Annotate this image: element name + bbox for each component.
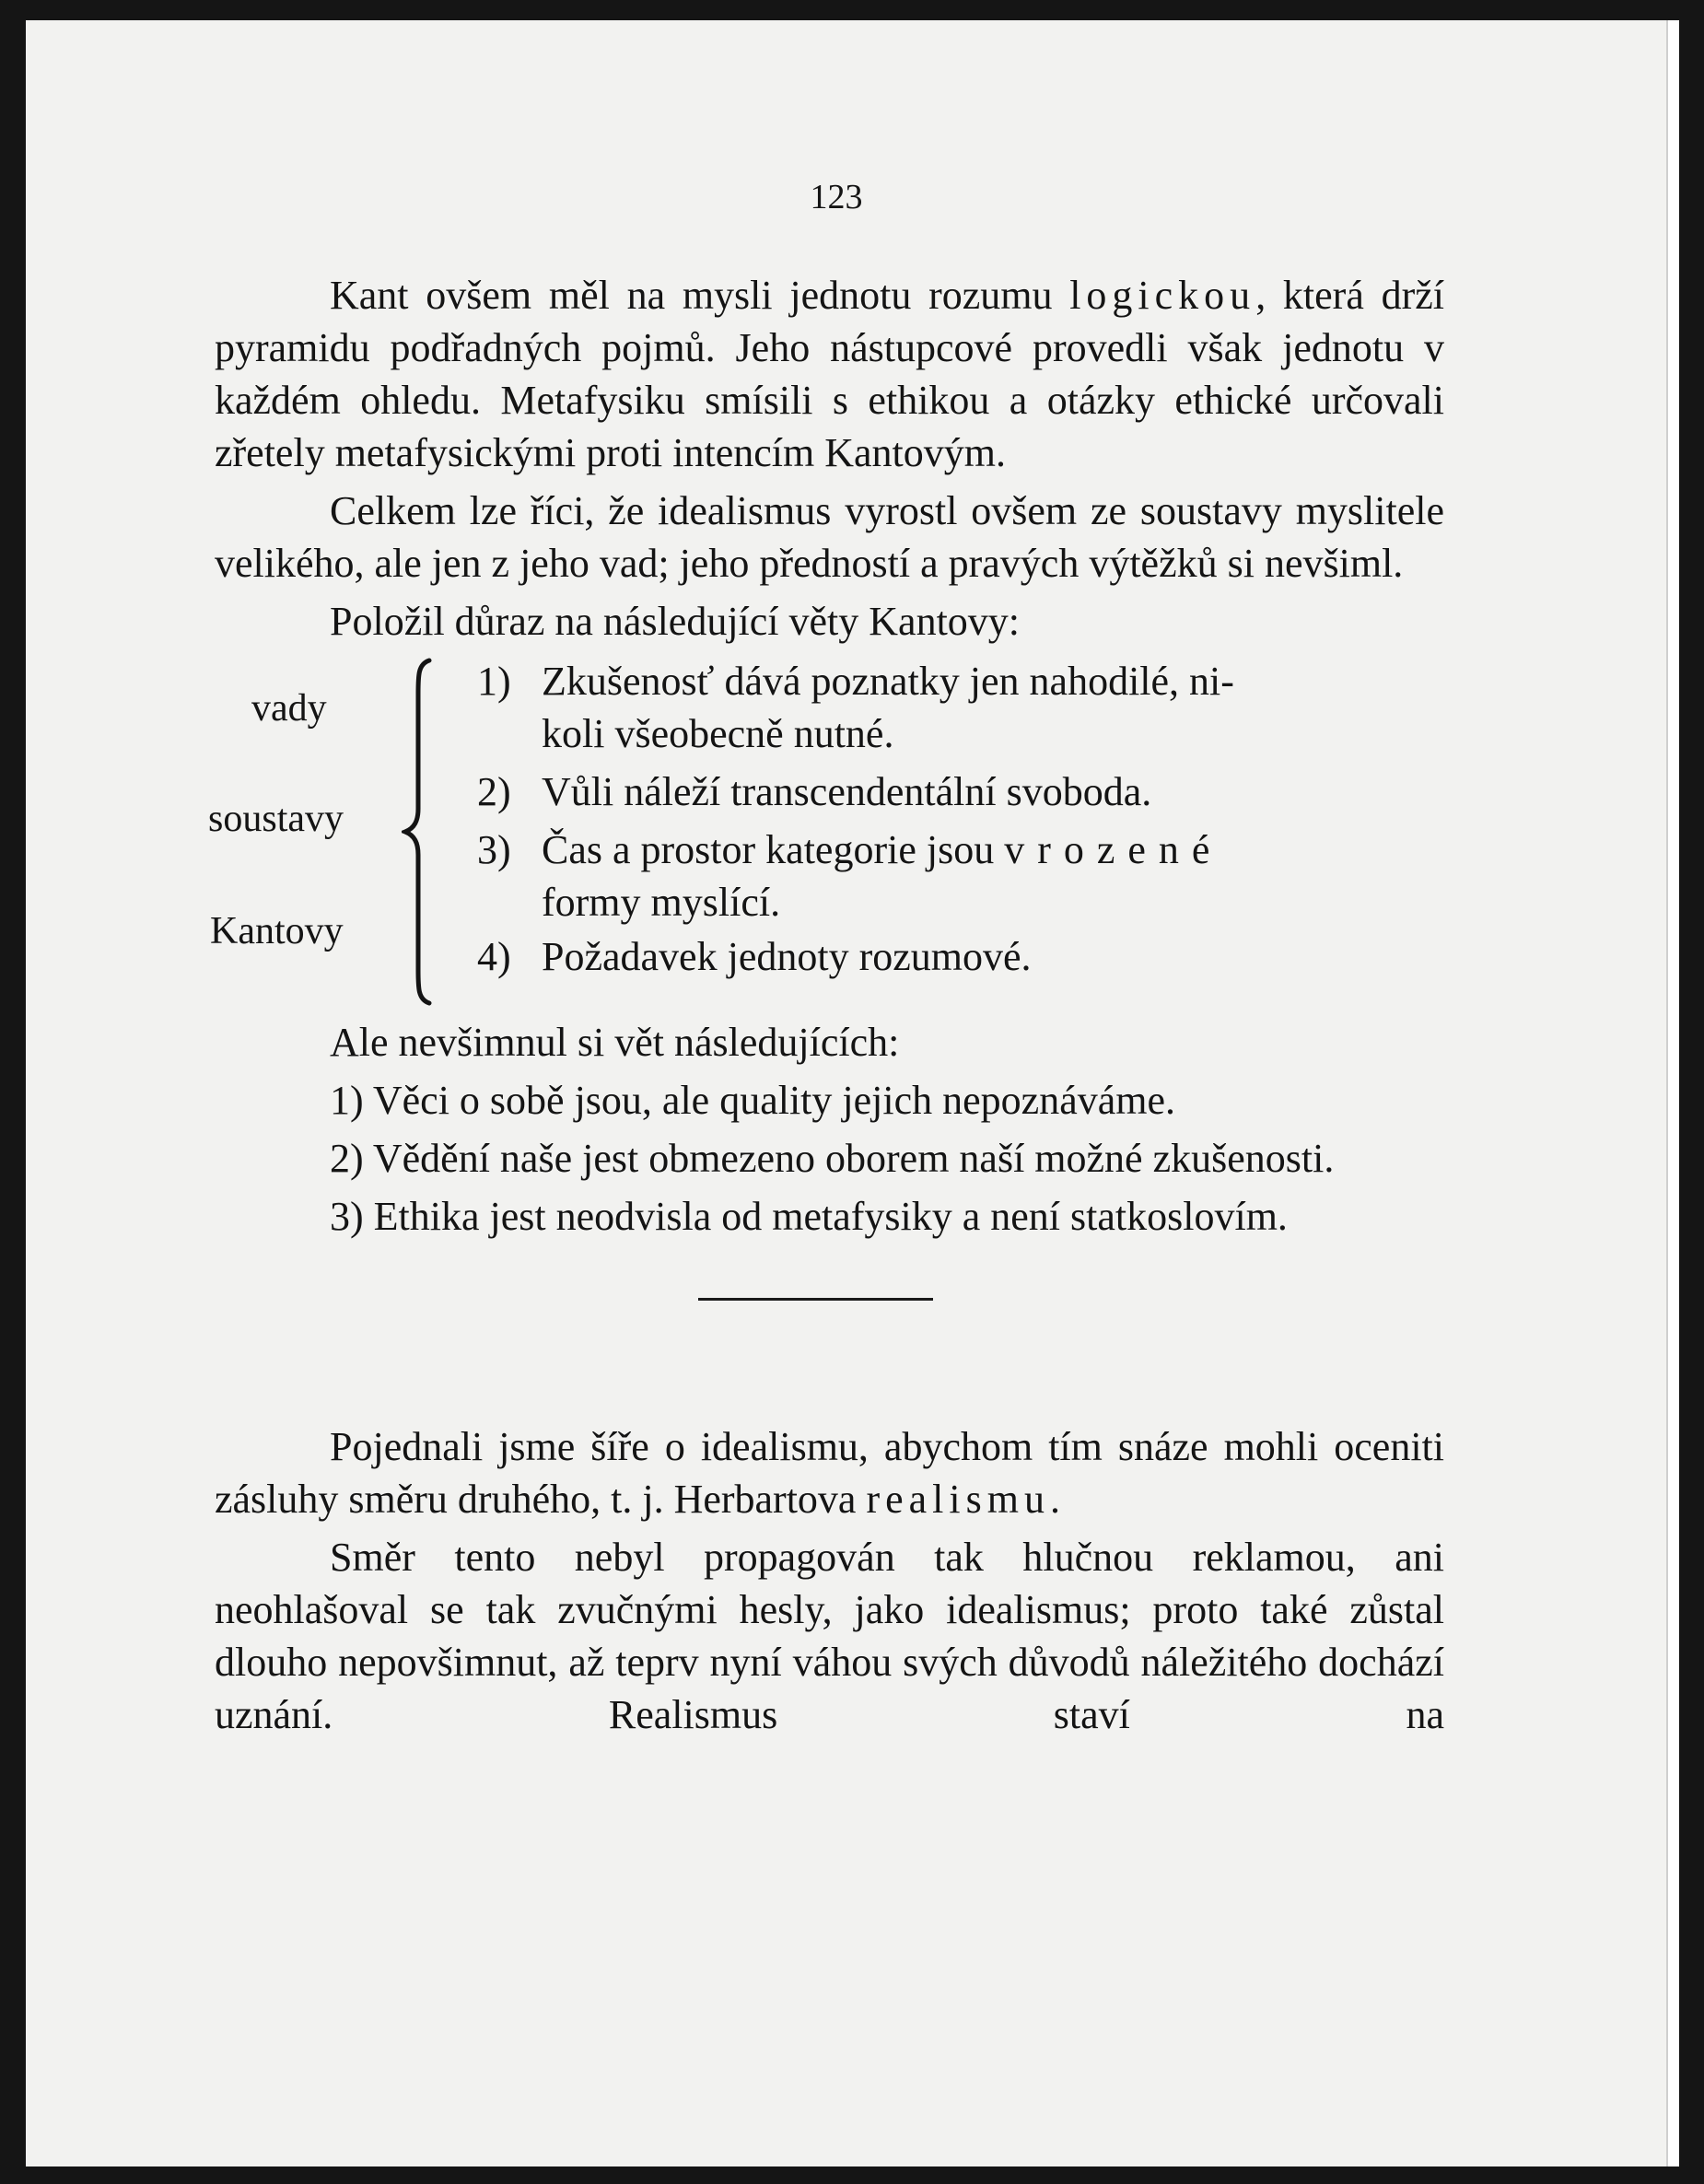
brace-label-soustavy: soustavy bbox=[208, 798, 344, 840]
text-run: Pojednali jsme šíře o idealismu, abychom tím snáze mohli oceniti zásluhy směru druhého, t. j. Herbartova bbox=[215, 1424, 1444, 1522]
page-number: 123 bbox=[810, 178, 863, 216]
curly-brace-icon bbox=[402, 657, 438, 1007]
page-edge bbox=[1666, 20, 1679, 2166]
thesis-text: Požadavek jednoty rozumové. bbox=[542, 934, 1032, 979]
paragraph-emphasis-intro: Položil důraz na následující věty Kantovy: bbox=[330, 599, 1021, 644]
unnoticed-item-2: 2) Vědění naše jest obmezeno oborem naší možné zkušenosti. bbox=[330, 1136, 1335, 1181]
unnoticed-item-3: 3) Ethika jest neodvisla od metafysiky a není statkoslovím. bbox=[330, 1194, 1288, 1239]
body-text bbox=[208, 269, 1444, 1741]
thesis-item bbox=[477, 765, 1444, 818]
thesis-number: 2) bbox=[477, 769, 511, 814]
paragraph-idealism-summary: Celkem lze říci, že idealismus vyrostl ovšem ze soustavy myslitele velikého, ale jen z jeho vad; jeho předností a pravých výtěžků si nevšiml. bbox=[215, 488, 1444, 586]
brace-label-kantovy: Kantovy bbox=[210, 910, 344, 952]
unnoticed-item-1: 1) Věci o sobě jsou, ale quality jejich nepoznáváme. bbox=[330, 1078, 1176, 1123]
kant-theses-list bbox=[477, 655, 1444, 983]
thesis-text-continued: formy myslící. bbox=[542, 880, 781, 925]
text-run: Kant ovšem měl na mysli jednotu rozumu bbox=[330, 273, 1070, 318]
thesis-item bbox=[477, 823, 1444, 928]
thesis-number: 3) bbox=[477, 827, 511, 872]
thesis-text: Vůli náleží transcendentální svoboda. bbox=[542, 769, 1152, 814]
section-divider bbox=[698, 1298, 933, 1301]
emphasis-logickou: logickou bbox=[1069, 273, 1256, 318]
text-run: , která drží pyramidu podřadných pojmů. Jeho nástupcové provedli však jednotu v každém ohledu. Metafysiku smísili s ethikou a otázky ethické určovali zřetely metafysickými proti intencím Kantovým. bbox=[215, 273, 1444, 475]
emphasis-realismu: realismu bbox=[866, 1477, 1050, 1522]
thesis-number: 1) bbox=[477, 659, 511, 704]
thesis-text-continued: koli všeobecně nutné. bbox=[542, 711, 894, 756]
brace-label-vady: vady bbox=[251, 687, 327, 730]
thesis-text: Čas a prostor kategorie jsou bbox=[542, 827, 1005, 872]
text-run: . bbox=[1049, 1477, 1060, 1522]
thesis-number: 4) bbox=[477, 934, 511, 979]
paragraph-unnoticed-intro: Ale nevšimnul si vět následujících: bbox=[330, 1020, 900, 1065]
thesis-text: Zkušenosť dává poznatky jen nahodilé, ni- bbox=[542, 659, 1234, 704]
paragraph-herbart-realism bbox=[215, 1420, 1444, 1525]
paragraph-realism-direction: Směr tento nebyl propagován tak hlučnou reklamou, ani neohlašoval se tak zvučnými hesly, jako idealismus; proto také zůstal dlouho nepovšimnut, až teprv nyní váhou svých důvodů náležitého dochází uznání. Realismus staví na bbox=[215, 1535, 1444, 1737]
paragraph-kant-unity bbox=[215, 269, 1444, 479]
emphasis-vrozene: vrozené bbox=[1004, 827, 1223, 872]
thesis-item bbox=[477, 655, 1444, 760]
kant-theses-block bbox=[208, 655, 1444, 1005]
scanned-page bbox=[26, 20, 1679, 2166]
thesis-item bbox=[477, 930, 1444, 983]
